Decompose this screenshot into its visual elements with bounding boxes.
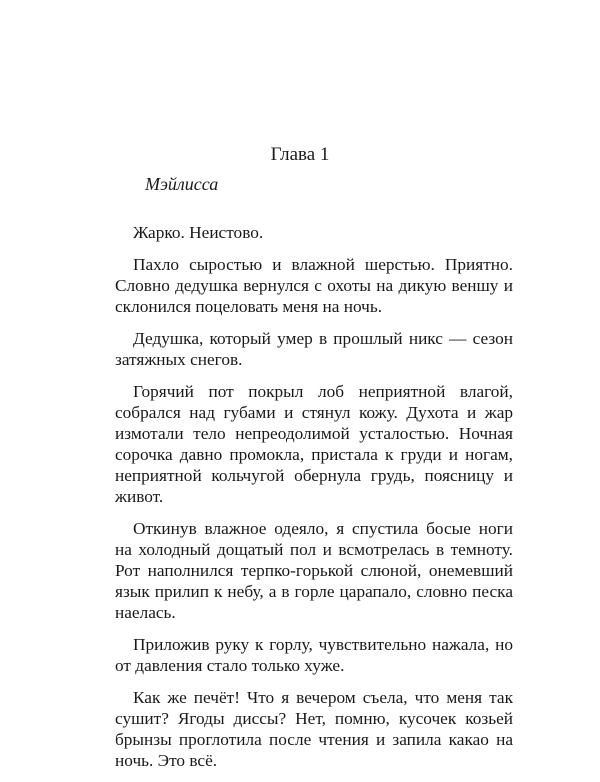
chapter-epigraph: Мэйлисса: [145, 174, 219, 194]
paragraph: Откинув влажное одеяло, я спустила босые ноги на холодный дощатый пол и всмотрелась в темноту. Рот наполнился терпко-горькой слюной, онемевший язык прилип к небу, а в горле царапало, словно песка наелась.: [115, 519, 513, 622]
paragraph: Как же печёт! Что я вечером съела, что меня так сушит? Ягоды диссы? Нет, помню, кусочек козьей брынзы проглотила после чтения и запила какао на ночь. Это всё.: [115, 688, 513, 770]
paragraph: Пахло сыростью и влажной шерстью. Приятно. Словно дедушка вернулся с охоты на дикую веншу и склонился поцеловать меня на ночь.: [115, 255, 513, 316]
paragraph: Горячий пот покрыл лоб неприятной влагой, собрался над губами и стянул кожу. Духота и жар измотали тело непреодолимой усталостью. Ночная сорочка давно промокла, пристала к груди и ногам, неприятной кольчугой обернула грудь, поясницу и живот.: [115, 382, 513, 506]
body-text: [115, 222, 513, 782]
chapter-title: Глава 1: [270, 144, 330, 165]
paragraph: Приложив руку к горлу, чувствительно нажала, но от давления стало только хуже.: [115, 635, 513, 675]
paragraph: Жарко. Неистово.: [133, 223, 264, 242]
paragraph: Дедушка, который умер в прошлый никс — сезон затяжных снегов.: [115, 329, 513, 369]
